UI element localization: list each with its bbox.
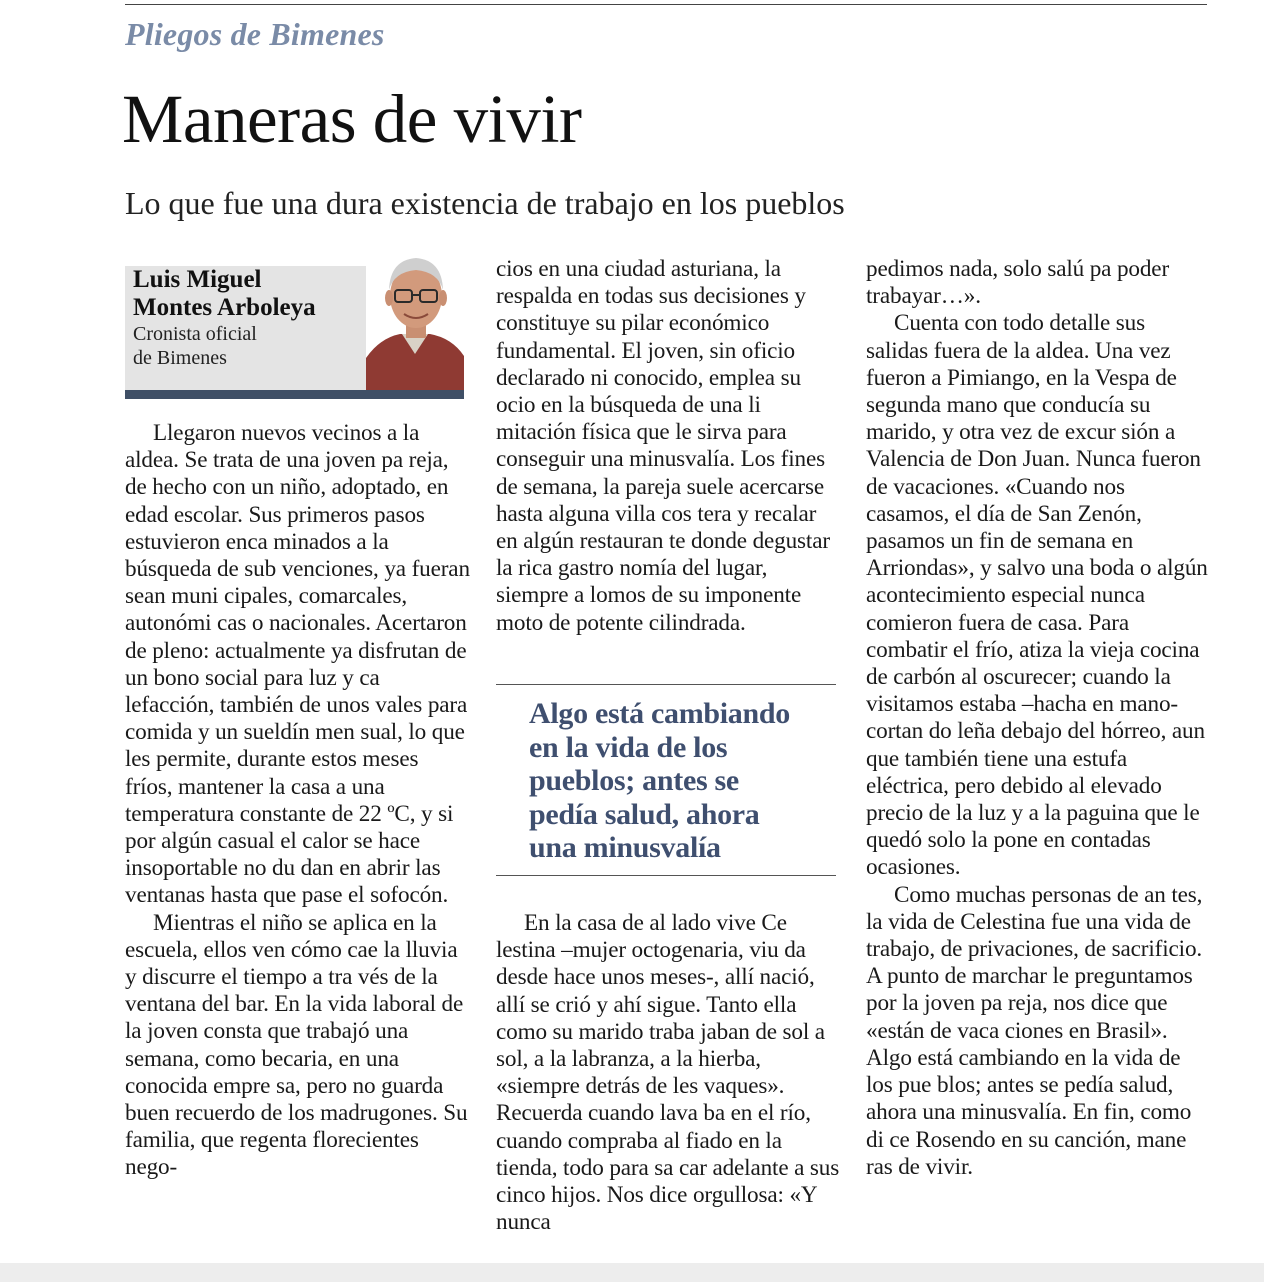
text-line: becaria, en una conocida empre xyxy=(125,1045,399,1099)
article-column-2-bottom xyxy=(496,910,841,1236)
paragraph xyxy=(125,910,470,1182)
pullquote-line: Algo está cambiando xyxy=(529,697,790,730)
author-role xyxy=(133,322,373,370)
text-line: cios en una ciudad asturiana, la xyxy=(496,256,781,282)
paragraph xyxy=(866,256,1211,310)
text-line: car adelante a sus cinco hijos. xyxy=(496,1154,840,1209)
paragraph xyxy=(125,420,470,910)
text-line: trabayar…». xyxy=(866,283,981,310)
text-line: Como muchas personas de an xyxy=(894,881,1166,908)
text-line: de 22 ºC, y si por algún casual el xyxy=(125,800,454,855)
text-line: Tanto ella como su marido traba xyxy=(496,991,797,1045)
text-line: calor se hace insoportable no du xyxy=(125,828,421,882)
text-line: vaques». Recuerda cuando lava xyxy=(496,1073,785,1127)
text-line: Cuenta con todo detalle sus xyxy=(894,310,1145,337)
subheadline: Lo que fue una dura existencia de trabajo en los pueblos xyxy=(125,185,845,221)
text-line: cas o nacionales. Acertaron de xyxy=(125,610,467,664)
text-line: fiado en la tienda, todo para sa xyxy=(496,1127,782,1181)
text-line: precio de la luz y a la paguina xyxy=(866,800,1145,827)
text-line: ciones en Brasil». Algo está xyxy=(866,1017,1168,1071)
text-line: fueron a Pimiango, en la Vespa xyxy=(866,364,1156,391)
text-line: vés de la ventana del bar. En la xyxy=(125,964,438,1018)
text-line: minados a la búsqueda de sub xyxy=(125,528,389,583)
text-line: Mientras el niño se aplica en xyxy=(153,909,421,936)
text-line: de segunda mano que conducía xyxy=(866,364,1177,419)
author-name-line2: Montes Arboleya xyxy=(133,294,316,321)
text-line: primeros pasos estuvieron enca xyxy=(125,501,425,555)
text-line: de casa. Para combatir el frío, xyxy=(866,609,1129,663)
text-line: do leña debajo del hórreo, aun xyxy=(928,718,1205,745)
text-line: pleno: actualmente ya disfrutan xyxy=(152,637,445,664)
pullquote-line: una minusvalía xyxy=(529,831,721,864)
text-line: nació, allí se crió y ahí sigue. xyxy=(496,964,815,1018)
text-line: de un bono social para luz y ca xyxy=(125,637,467,691)
text-line: Llegaron nuevos vecinos a la xyxy=(153,420,420,446)
text-line: reja, nos dice que «están de vaca xyxy=(866,990,1168,1044)
text-line: de los madrugones. Su familia, xyxy=(125,1100,468,1154)
text-line: oscurecer; cuando la visitamos xyxy=(866,664,1171,718)
text-line: su ocio en la búsqueda de una li xyxy=(496,364,801,419)
text-line: pedimos nada, solo salú pa poder xyxy=(866,256,1170,282)
text-line: lestina –mujer octogenaria, viu xyxy=(496,937,779,964)
text-line: estos meses fríos, mantener la xyxy=(125,746,419,800)
text-line: sa, pero no guarda buen recuerdo xyxy=(125,1072,444,1127)
text-line: la escuela, ellos ven cómo cae la xyxy=(125,909,437,963)
text-line: de sacrificio. A punto de marchar xyxy=(866,936,1203,990)
text-line: cambiando en la vida de los pue xyxy=(866,1044,1181,1099)
text-line: contadas ocasiones. xyxy=(866,827,1151,881)
text-line: especial nunca comieron fuera xyxy=(866,582,1145,636)
text-line: de su imponente moto de potente xyxy=(496,582,802,636)
text-line: su marido, y otra vez de excur xyxy=(866,392,1151,446)
text-line: estaba –hacha en mano- cortan xyxy=(866,691,1178,745)
pullquote-line: en la vida de los xyxy=(529,730,728,764)
text-line: casa a una temperatura constante xyxy=(125,773,385,827)
text-line: ce Rosendo en su canción, mane xyxy=(889,1126,1187,1153)
paragraph xyxy=(496,910,841,1236)
pullquote xyxy=(529,697,829,865)
text-line: da desde hace unos meses-, allí xyxy=(496,937,806,991)
text-line: San Zenón, pasamos un fin de xyxy=(866,500,1142,555)
paragraph xyxy=(866,882,1211,1181)
text-line: blos; antes se pedía salud, ahora xyxy=(866,1072,1174,1126)
text-line: sión a Valencia de Don Juan. xyxy=(866,419,1176,473)
article-column-1 xyxy=(125,420,470,1182)
author-photo xyxy=(366,246,464,390)
bottom-strip xyxy=(0,1263,1264,1282)
author-role-line1: Cronista oficial xyxy=(133,323,257,345)
text-line: atiza la vieja cocina de carbón al xyxy=(866,636,1200,691)
pullquote-rule-bottom xyxy=(496,875,836,876)
text-line: para comida y un sueldín men xyxy=(125,692,468,746)
text-line: vida de trabajo, de privaciones, xyxy=(866,908,1191,963)
paragraph xyxy=(496,256,841,637)
author-name-line1: Luis Miguel xyxy=(133,266,262,293)
text-line: venciones, ya fueran sean muni xyxy=(125,556,470,610)
text-line: conseguir una minusvalía. Los xyxy=(496,446,781,473)
text-line: reja, de hecho con un niño, xyxy=(125,447,449,501)
text-line: fines de semana, la pareja suele xyxy=(496,446,825,500)
text-line: le preguntamos por la joven pa xyxy=(866,963,1193,1017)
text-line: En la casa de al lado vive Ce xyxy=(524,910,787,936)
section-title: Pliegos de Bimenes xyxy=(125,16,385,52)
article-column-3 xyxy=(866,256,1211,1181)
text-line: respalda en todas sus decisiones xyxy=(496,283,795,310)
text-line: aldea. Se trata de una joven pa xyxy=(125,447,403,474)
article-column-2-top xyxy=(496,256,841,637)
text-line: jaban de sol a sol, a la labranza, a xyxy=(496,1018,825,1073)
text-line: la hierba, «siempre detrás de les xyxy=(496,1046,761,1100)
text-line: cipales, comarcales, autonómi xyxy=(125,583,408,637)
top-rule xyxy=(125,4,1207,5)
author-role-line2: de Bimenes xyxy=(133,347,227,369)
text-line: vida laboral de la joven consta xyxy=(125,991,464,1045)
text-line: tes, la vida de Celestina fue una xyxy=(866,881,1203,935)
text-line: lluvia y discurre el tiempo a tra xyxy=(125,936,458,991)
author-name xyxy=(133,266,373,322)
text-line: lefacción, también de unos vales xyxy=(125,692,428,719)
text-line: que regenta florecientes nego- xyxy=(125,1127,419,1181)
text-line: semana en Arriondas», y salvo xyxy=(866,528,1134,582)
text-line: salidas fuera de la aldea. Una vez xyxy=(866,337,1171,364)
text-line: ba en el río, cuando compraba al xyxy=(496,1100,811,1154)
text-line: cilindrada. xyxy=(648,609,746,636)
text-line: sual, lo que les permite, durante xyxy=(125,719,465,773)
text-line: que pase el sofocón. xyxy=(263,882,449,909)
pullquote-rule-top xyxy=(496,684,836,685)
text-line: nomía del lugar, siempre a lomos xyxy=(496,555,768,609)
text-line: mitación física que le sirva para xyxy=(496,419,787,446)
text-line: dan en abrir las ventanas hasta xyxy=(125,855,441,909)
text-line: adoptado, en edad escolar. Sus xyxy=(125,474,449,528)
text-line: eléctrica, pero debido al elevado xyxy=(866,772,1162,799)
paragraph xyxy=(866,310,1211,881)
text-line: Nunca fueron de vacaciones. xyxy=(866,446,1201,500)
text-line: acercarse hasta alguna villa cos xyxy=(496,473,825,527)
text-line: que también tiene una estufa xyxy=(866,745,1128,772)
pullquote-line: pueblos; antes se xyxy=(529,764,739,797)
text-line: Nos dice orgullosa: «Y nunca xyxy=(496,1182,817,1236)
text-line: declarado ni conocido, emplea xyxy=(496,364,781,391)
text-line: una boda o algún acontecimiento xyxy=(866,555,1208,609)
text-line: que le quedó solo la pone en xyxy=(866,800,1200,854)
text-line: y constituye su pilar económico xyxy=(496,283,806,337)
pullquote-line: pedía salud, ahora xyxy=(529,797,760,831)
text-line: fundamental. El joven, sin oficio xyxy=(496,337,795,364)
text-line: te donde degustar la rica gastro xyxy=(496,528,830,582)
text-line: una minusvalía. En fin, como di xyxy=(866,1099,1192,1153)
text-line: tera y recalar en algún restauran xyxy=(496,500,817,555)
headline: Maneras de vivir xyxy=(122,81,582,157)
text-line: que trabajó una semana, como xyxy=(125,1018,409,1072)
text-line: «Cuando nos casamos, el día de xyxy=(866,473,1125,527)
text-line: ras de vivir. xyxy=(866,1153,973,1180)
byline-bar xyxy=(125,390,464,399)
